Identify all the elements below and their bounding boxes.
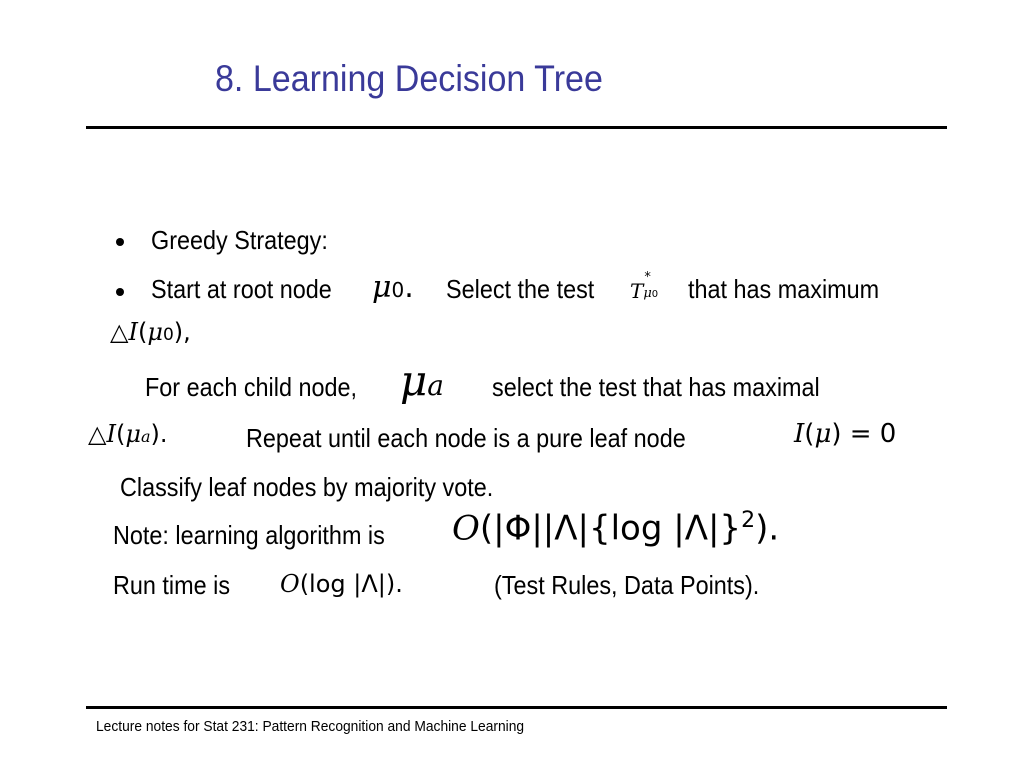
math-mu-a: μa [400,356,444,405]
child-node-text: For each child node, [145,372,358,402]
child-node-select-text: select the test that has maximal [492,372,820,402]
footer-divider [86,706,947,709]
runtime-text: Run time is [113,570,231,600]
footer-text: Lecture notes for Stat 231: Pattern Recognition and Machine Learning [96,718,525,735]
slide-title: 8. Learning Decision Tree [215,58,603,99]
bullet-root-node-start: Start at root node [151,274,332,304]
bullet-dot-icon [116,288,124,296]
math-T-mu0-star: T * μ0 [630,270,659,303]
note-text: Note: learning algorithm is [113,520,385,550]
bullet-root-node-end: that has maximum [688,274,880,304]
math-I-mu-equals-zero: I(μ) = 0 [794,419,897,449]
bullet-greedy-strategy: Greedy Strategy: [151,225,328,255]
title-divider [86,126,947,129]
bullet-dot-icon [116,238,124,246]
math-runtime-O: O(log |Λ|). [280,570,403,598]
math-complexity-O: O(|Φ||Λ|{log |Λ|}$^2$). [452,508,780,549]
math-delta-I-mua: △I(μa). [88,420,168,448]
classify-text: Classify leaf nodes by majority vote. [120,472,494,502]
runtime-legend-text: (Test Rules, Data Points). [494,570,760,600]
bullet-root-node-select: Select the test [446,274,595,304]
math-delta-I-mu0: △I(μ0), [110,318,191,346]
math-mu0: μ0. [372,270,414,305]
repeat-text: Repeat until each node is a pure leaf node [246,423,686,453]
